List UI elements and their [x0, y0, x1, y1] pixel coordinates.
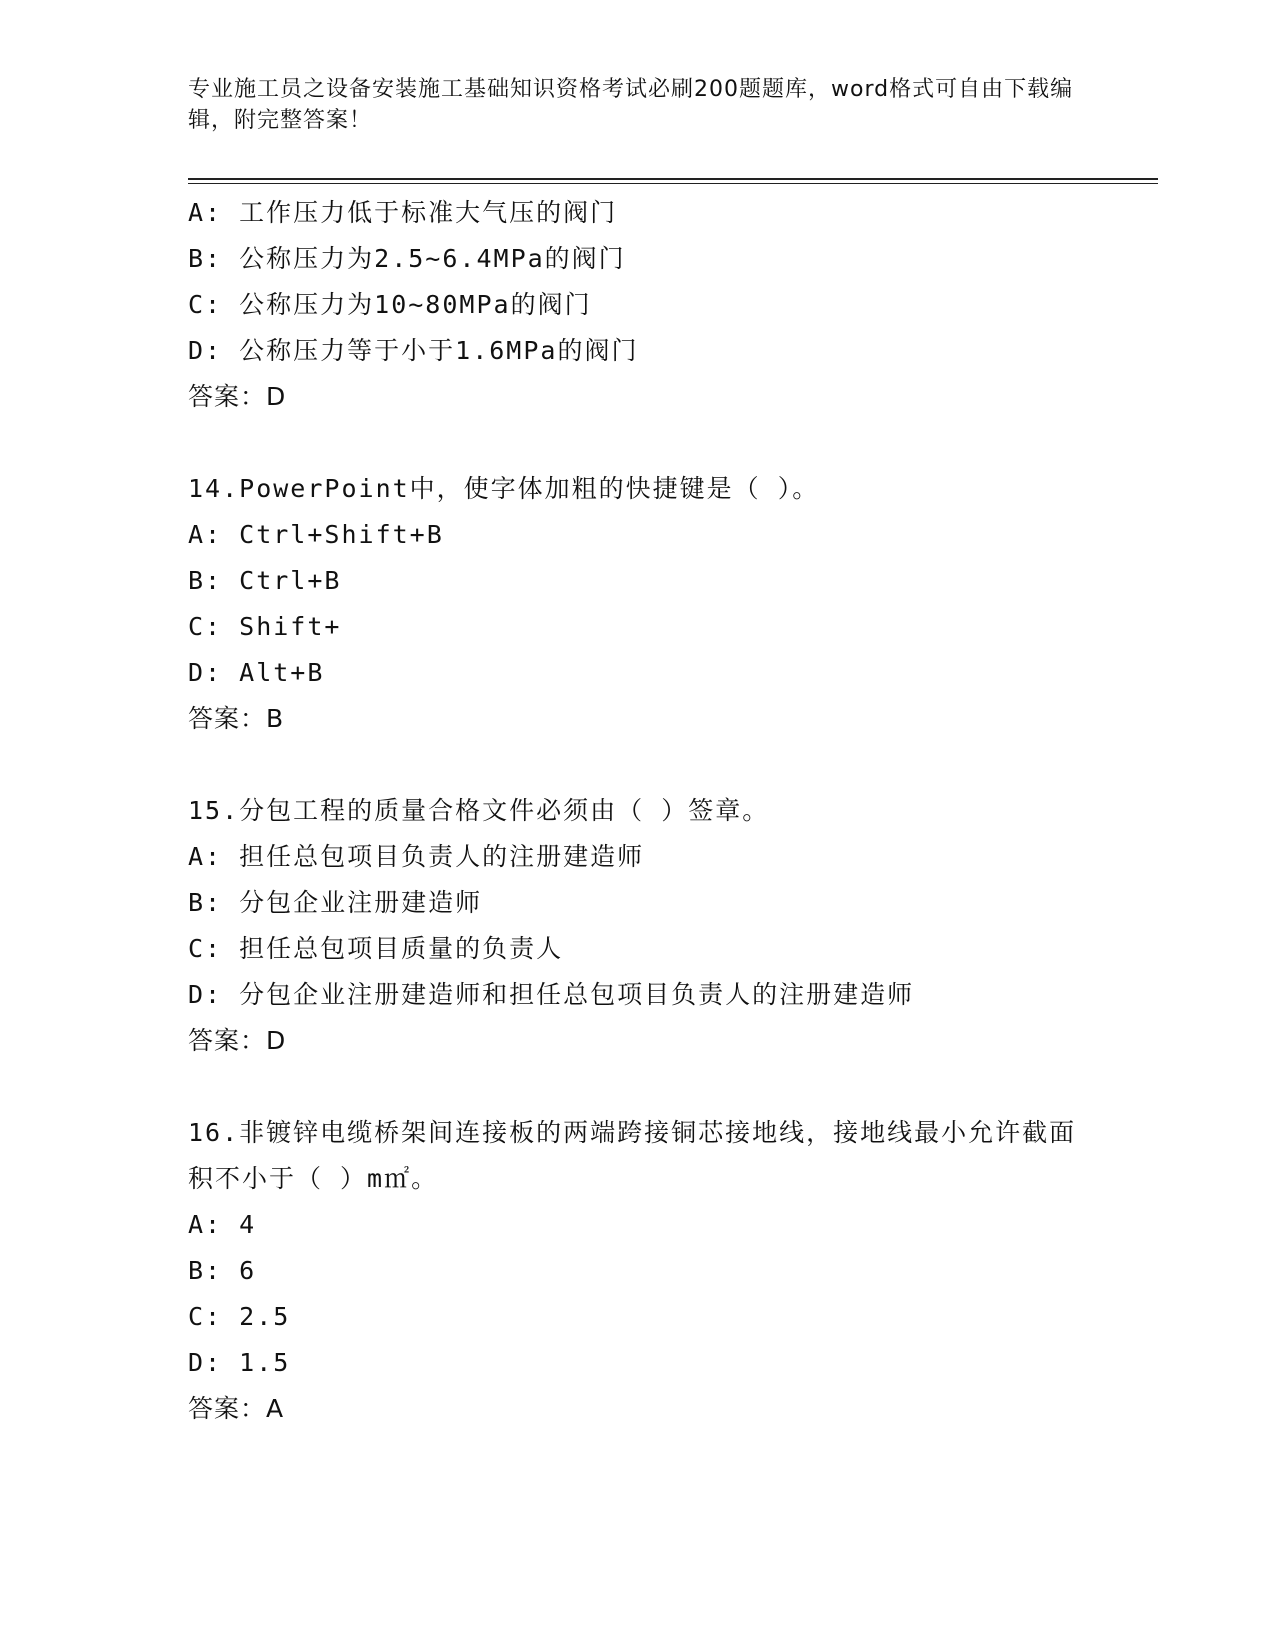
question-stem: 14.PowerPoint中，使字体加粗的快捷键是（ ）。 [188, 474, 820, 503]
option-a: A: 4 [188, 1210, 257, 1239]
option-c: C: 公称压力为10~80MPa的阀门 [188, 290, 592, 319]
question-list [188, 190, 1158, 1432]
option-b: B: 6 [188, 1256, 257, 1285]
option-d: D: 分包企业注册建造师和担任总包项目负责人的注册建造师 [188, 980, 915, 1009]
question-stem: 15.分包工程的质量合格文件必须由（ ）签章。 [188, 796, 770, 825]
option-b: B: Ctrl+B [188, 566, 342, 595]
option-d: D: 1.5 [188, 1348, 291, 1377]
option-b: B: 公称压力为2.5~6.4MPa的阀门 [188, 244, 626, 273]
option-c: C: 担任总包项目质量的负责人 [188, 934, 564, 963]
question-14 [188, 466, 1158, 742]
option-b: B: 分包企业注册建造师 [188, 888, 483, 917]
question-15 [188, 788, 1158, 1064]
document-header: 专业施工员之设备安装施工基础知识资格考试必刷200题题库，word格式可自由下载编辑，附完整答案！ [188, 77, 1074, 133]
option-a: A: 工作压力低于标准大气压的阀门 [188, 198, 618, 227]
spacer [188, 420, 1158, 466]
option-a: A: 担任总包项目负责人的注册建造师 [188, 842, 645, 871]
question-stem: 16.非镀锌电缆桥架间连接板的两端跨接铜芯接地线，接地线最小允许截面积不小于（ ）m㎡。 [188, 1118, 1077, 1193]
header-divider-thick [188, 178, 1158, 180]
answer-line: 答案：A [188, 1394, 285, 1423]
spacer [188, 1064, 1158, 1110]
option-d: D: Alt+B [188, 658, 325, 687]
option-d: D: 公称压力等于小于1.6MPa的阀门 [188, 336, 639, 365]
option-a: A: Ctrl+Shift+B [188, 520, 444, 549]
question-16 [188, 1110, 1158, 1432]
answer-line: 答案：B [188, 704, 285, 733]
header-divider-thin [188, 183, 1158, 184]
answer-line: 答案：D [188, 1026, 287, 1055]
question-13-tail [188, 190, 1158, 420]
answer-line: 答案：D [188, 382, 287, 411]
spacer [188, 742, 1158, 788]
option-c: C: 2.5 [188, 1302, 291, 1331]
option-c: C: Shift+ [188, 612, 342, 641]
